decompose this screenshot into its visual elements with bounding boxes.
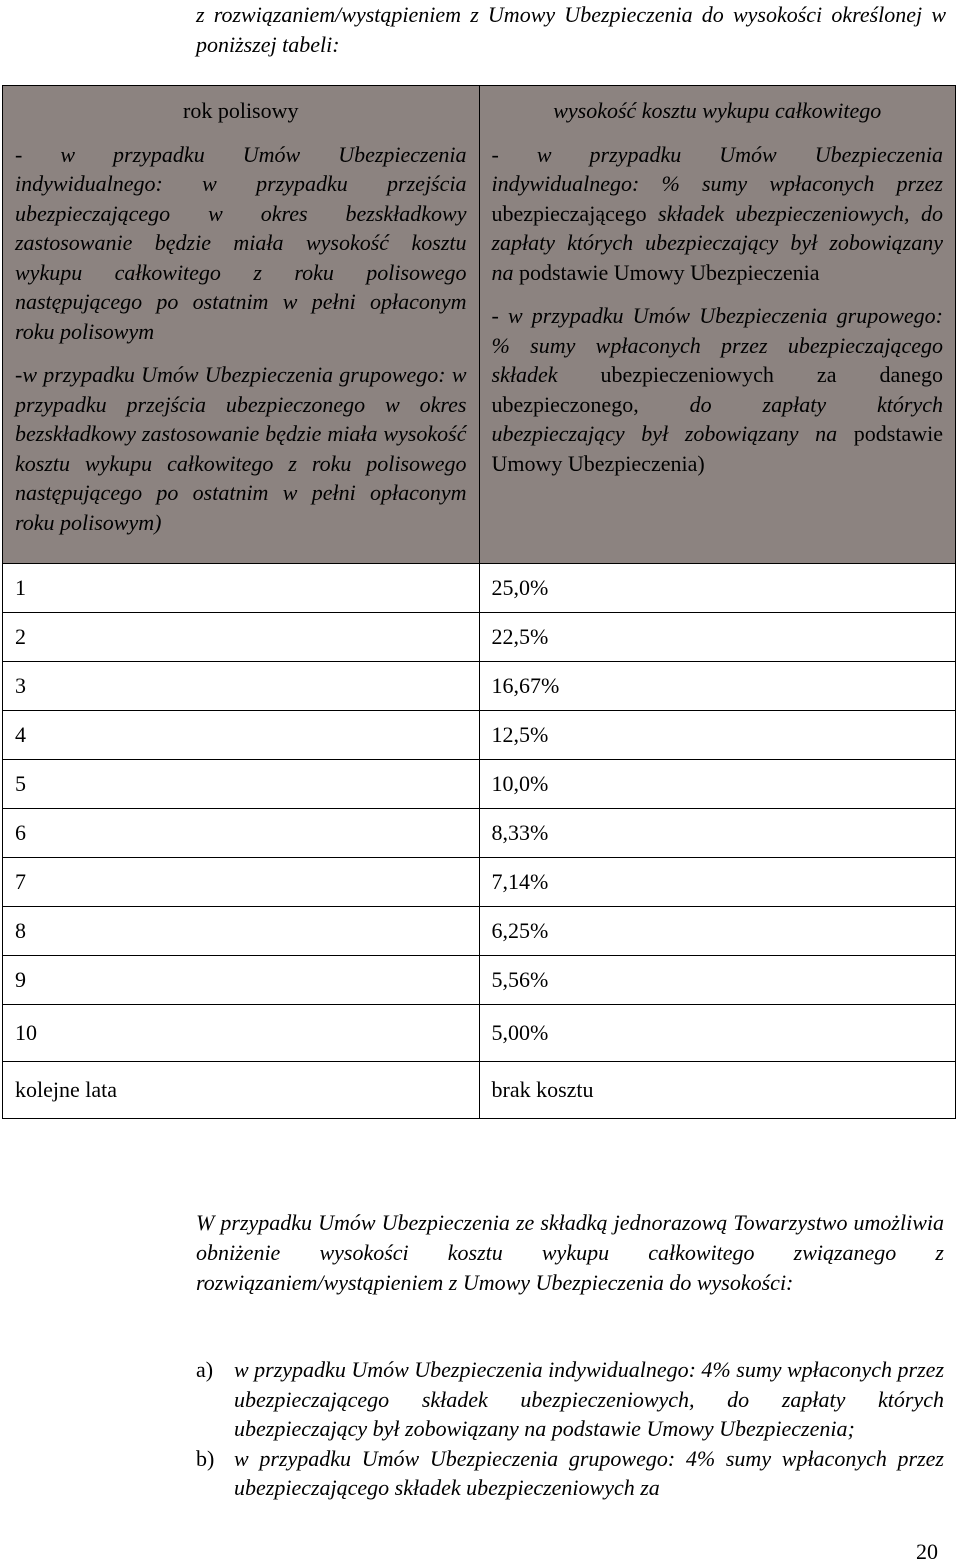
year-cell: 3	[3, 662, 480, 711]
year-cell: 4	[3, 711, 480, 760]
year-cell: 5	[3, 760, 480, 809]
year-cell: 2	[3, 613, 480, 662]
year-cell: 6	[3, 809, 480, 858]
table-row	[3, 760, 956, 809]
cost-table	[2, 85, 956, 1119]
table-row	[3, 956, 956, 1005]
cost-cell: 22,5%	[479, 613, 956, 662]
table-row	[3, 662, 956, 711]
list-item-text: w przypadku Umów Ubezpieczenia grupowego: 4% sumy wpłaconych przez ubezpieczającego składek ubezpieczeniowych za	[234, 1445, 944, 1500]
cost-cell: 7,14%	[479, 858, 956, 907]
table-row	[3, 809, 956, 858]
header-policy-year-title: rok polisowy	[183, 98, 299, 123]
cost-cell: 25,0%	[479, 564, 956, 613]
cost-cell: brak kosztu	[479, 1062, 956, 1119]
list-item-text: w przypadku Umów Ubezpieczenia indywidualnego: 4% sumy wpłaconych przez ubezpieczającego składek ubezpieczeniowych, do zapłaty których ubezpieczający był zobowiązany na podstawie Umowy Ubezpieczenia;	[234, 1357, 945, 1441]
table-row	[3, 907, 956, 956]
table-row	[3, 1005, 956, 1062]
single-premium-paragraph: W przypadku Umów Ubezpieczenia ze składką jednorazową Towarzystwo umożliwia obniżenie wysokości kosztu wykupu całkowitego związanego z rozwiązaniem/wystąpieniem z Umowy Ubezpieczenia do wysokości:	[196, 1210, 944, 1295]
table-row	[3, 858, 956, 907]
year-cell: 7	[3, 858, 480, 907]
table-header-row	[3, 86, 956, 564]
cost-cell: 16,67%	[479, 662, 956, 711]
year-cell: 8	[3, 907, 480, 956]
year-cell: 10	[3, 1005, 480, 1062]
page-number: 20	[916, 1539, 938, 1564]
cost-cell: 5,56%	[479, 956, 956, 1005]
header-cost-title: wysokość kosztu wykupu całkowitego	[553, 98, 882, 123]
header-cell-cost	[479, 86, 956, 564]
cost-cell: 10,0%	[479, 760, 956, 809]
table-row	[3, 613, 956, 662]
header-cost-group-note: - w przypadku Umów Ubezpieczenia grupowego: % sumy wpłaconych przez ubezpieczającego składek ubezpieczeniowych za danego ubezpieczonego, do zapłaty których ubezpieczający był zobowiązany na podstawie Umowy Ubezpieczenia)	[491, 303, 943, 476]
list-marker: a)	[196, 1357, 214, 1382]
cost-cell: 5,00%	[479, 1005, 956, 1062]
cost-cell: 12,5%	[479, 711, 956, 760]
cost-cell: 6,25%	[479, 907, 956, 956]
header-cost-individual-note: - w przypadku Umów Ubezpieczenia indywidualnego: % sumy wpłaconych przez ubezpieczającego składek ubezpieczeniowych, do zapłaty których ubezpieczający był zobowiązany na podstawie Umowy Ubezpieczenia	[491, 141, 943, 285]
year-cell: kolejne lata	[3, 1062, 480, 1119]
intro-paragraph: z rozwiązaniem/wystąpieniem z Umowy Ubezpieczenia do wysokości określonej w poniższej tabeli:	[196, 2, 946, 57]
table-row	[3, 1062, 956, 1119]
table-row	[3, 564, 956, 613]
year-cell: 1	[3, 564, 480, 613]
cost-cell: 8,33%	[479, 809, 956, 858]
header-cell-policy-year	[3, 86, 480, 564]
year-cell: 9	[3, 956, 480, 1005]
table-row	[3, 711, 956, 760]
reduction-list	[196, 1355, 944, 1503]
header-policy-year-group-note: -w przypadku Umów Ubezpieczenia grupowego: w przypadku przejścia ubezpieczonego w okres bezskładkowy zastosowanie będzie miała wysokość kosztu wykupu całkowitego z roku polisowego następującego po ostatnim w pełni opłaconym roku polisowym)	[15, 362, 467, 535]
header-policy-year-individual-note: - w przypadku Umów Ubezpieczenia indywidualnego: w przypadku przejścia ubezpieczającego w okres bezskładkowy zastosowanie będzie miała wysokość kosztu wykupu całkowitego z roku polisowego następującego po ostatnim w pełni opłaconym roku polisowym	[15, 141, 467, 344]
list-item	[196, 1355, 944, 1444]
list-item	[196, 1444, 944, 1503]
list-marker: b)	[196, 1445, 215, 1471]
